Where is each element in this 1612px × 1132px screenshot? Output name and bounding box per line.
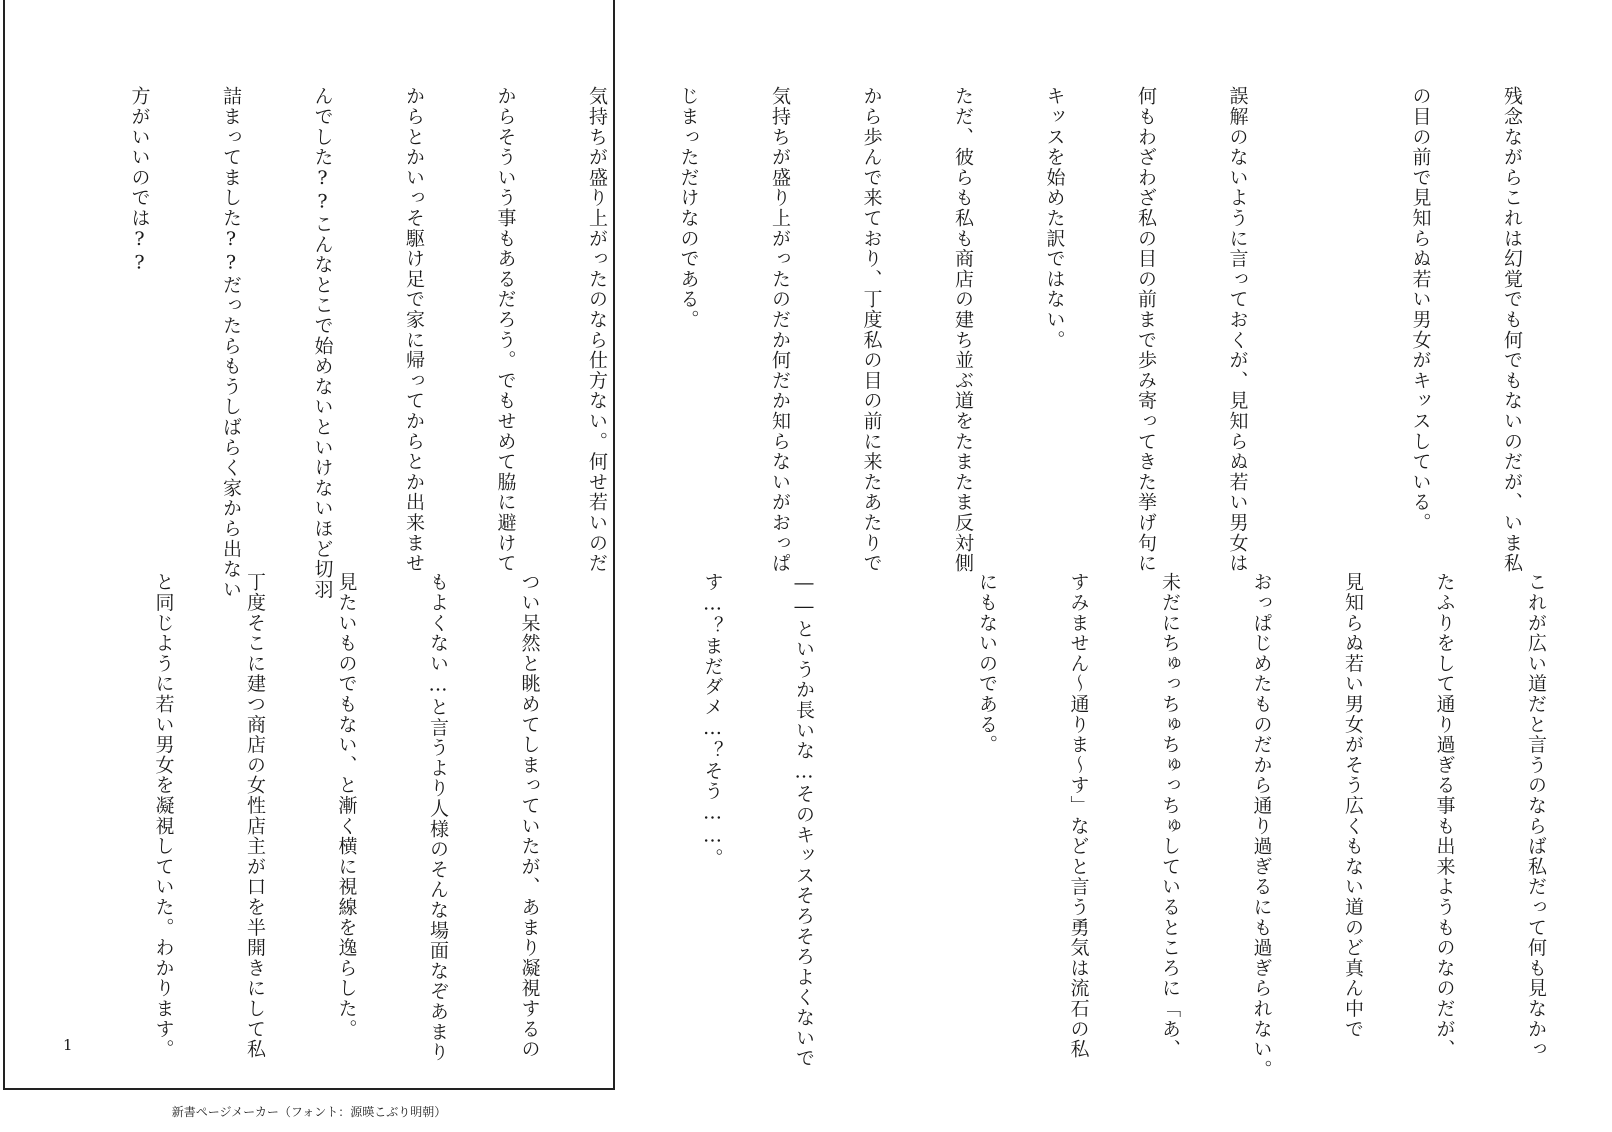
text-line: じまっただけなのである。 [677, 86, 700, 330]
text-line: ただ、彼らも私も商店の建ち並ぶ道をたまたま反対側 [952, 86, 974, 574]
text-line: の目の前で見知らぬ若い男女がキッスしている。 [1409, 86, 1432, 533]
text-line: 気持ちが盛り上がったのなら仕方ない。何せ若いのだ [586, 86, 608, 574]
text-line: たふりをして通り過ぎる事も出来ようものなのだが、 [1433, 572, 1456, 1060]
blank-line [880, 572, 911, 982]
text-line: 方がいいのでは?? [128, 86, 151, 275]
text-line: と同じように若い男女を凝視していた。わかります。 [152, 572, 175, 1060]
text-line: 気持ちが盛り上がったのだか何だか知らないがおっぱ [769, 86, 791, 574]
text-line: もよくない…と言うより人様のそんな場面なぞあまり [427, 572, 449, 1063]
footer-caption: 新書ページメーカー（フォント：源暎こぶり明朝） [171, 1105, 447, 1119]
text-line: にもないのである。 [976, 572, 998, 755]
text-line: 見知らぬ若い男女がそう広くもない道のど真ん中で [1342, 572, 1364, 1039]
text-line: ――というか長いな…そのキッスそろそろよくないで [793, 572, 815, 1069]
text-line: 残念ながらこれは幻覚でも何でもないのだが、いま私 [1501, 86, 1523, 574]
page-number: 1 [63, 1036, 73, 1054]
text-line: 見たいものでもない、と漸く横に視線を逸らした。 [335, 572, 358, 1039]
blank-line [606, 572, 637, 982]
text-line: 誤解のないように言っておくが、見知らぬ若い男女は [1226, 86, 1249, 574]
text-line: つい呆然と眺めてしまっていたが、あまり凝視するの [518, 572, 541, 1060]
text-line: からそういう事もあるだろう。でもせめて脇に避けて [494, 86, 517, 574]
text-line: 何もわざわざ私の目の前まで歩み寄ってきた挙げ句に [1135, 86, 1157, 574]
text-block-bottom [87, 572, 1612, 1080]
book-page [3, 0, 1547, 1090]
text-line: 詰まってました??だったらもうしばらく家から出ない [220, 86, 242, 600]
text-line: これが広い道だと言うのならば私だって何も見なかっ [1525, 572, 1547, 1060]
text-line: す…？まだダメ…？そう……。 [701, 572, 724, 869]
text-block-top [63, 86, 1588, 600]
text-line: から歩んで来ており、丁度私の目の前に来たあたりで [860, 86, 883, 574]
text-line: すみません～通りま～す」などと言う勇気は流石の私 [1067, 572, 1090, 1060]
text-line: 丁度そこに建つ商店の女性店主が口を半開きにして私 [244, 572, 266, 1060]
text-line: んでした??こんなとこで始めないといけないほど切羽 [311, 86, 334, 600]
text-line: からとかいっそ駆け足で家に帰ってからとか出来ませ [403, 86, 425, 574]
text-line: おっぱじめたものだから通り過ぎるにも過ぎられない。 [1250, 572, 1273, 1080]
text-line: 未だにちゅっちゅちゅっちゅしているところに「あ、 [1159, 572, 1181, 1060]
text-line: キッスを始めた訳ではない。 [1043, 86, 1066, 350]
blank-line [1314, 86, 1345, 526]
